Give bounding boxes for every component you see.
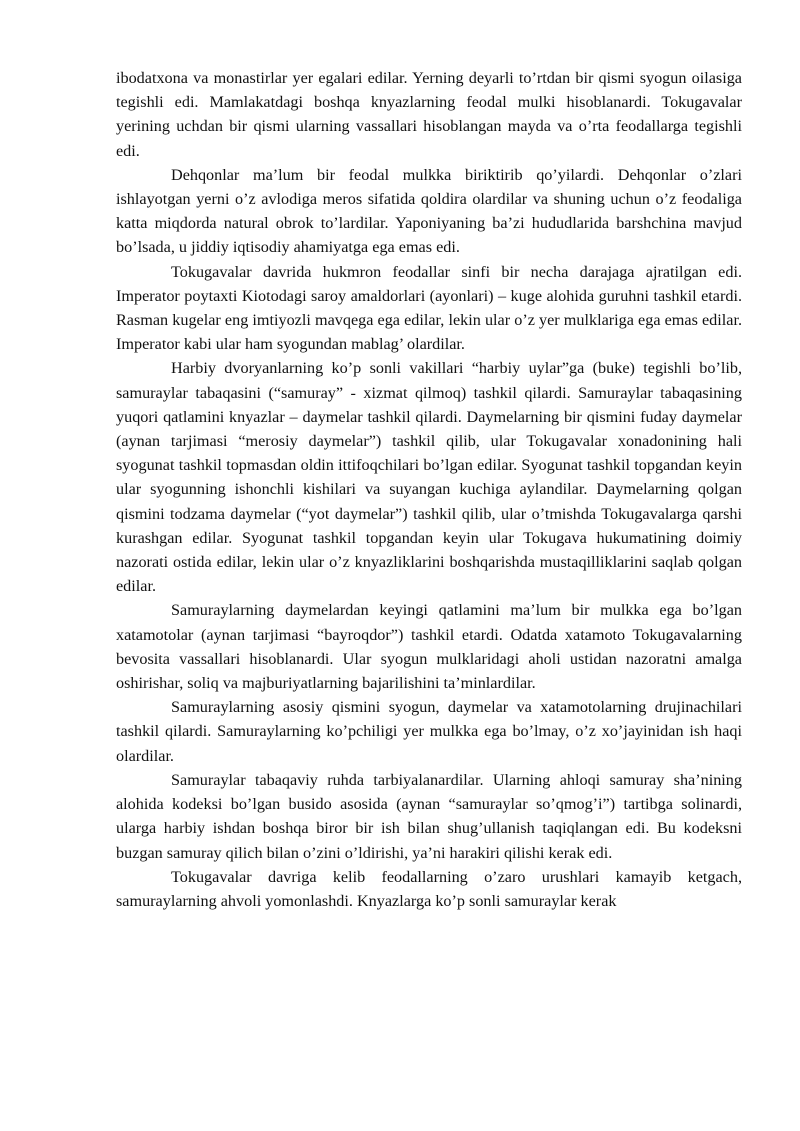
paragraph-6: Samuraylarning asosiy qismini syogun, daymelar va xatamotolarning drujinachilari tashkil qilardi. Samuraylarning ko’pchiligi yer mulkka ega bo’lmay, o’z xo’jayinidan ish haqi olardilar.	[116, 698, 742, 765]
paragraph-3: Tokugavalar davrida hukmron feodallar sinfi bir necha darajaga ajratilgan edi. Imperator poytaxti Kiotodagi saroy amaldorlari (ayonlari) – kuge alohida guruhni tashkil etardi. Rasman kugelar eng imtiyozli mavqega ega edilar, lekin ular o’z yer mulklariga ega emas edilar. Imperator kabi ular ham syogundan mablag’ olardilar.	[116, 262, 742, 354]
paragraph-2: Dehqonlar ma’lum bir feodal mulkka biriktirib qo’yilardi. Dehqonlar o’zlari ishlayotgan yerni o’z avlodiga meros sifatida qoldira olardilar va shuning uchun o’z feodaliga katta miqdorda natural obrok to’lardilar. Yaponiyaning ba’zi hududlarida barshchina mavjud bo’lsada, u jiddiy iqtisodiy ahamiyatga ega emas edi.	[116, 165, 742, 257]
paragraph-4: Harbiy dvoryanlarning ko’p sonli vakillari “harbiy uylar”ga (buke) tegishli bo’lib, samuraylar tabaqasini (“samuray” - xizmat qilmoq) tashkil qilardi. Samuraylar tabaqasining yuqori qatlamini knyazlar – daymelar tashkil qilardi. Daymelarning bir qismini fuday daymelar (aynan tarjimasi “merosiy daymelar”) tashkil qilib, ular Tokugavalar xonadonining hali syogunat tashkil topmasdan oldin ittifoqchilari bo’lgan edilar. Syogunat tashkil topgandan keyin ular syogunning ishonchli kishilari va suyangan kuchiga aylandilar. Daymelarning qolgan qismini todzama daymelar (“yot daymelar”) tashkil qilib, ular o’tmishda Tokugavalarga qarshi kurashgan edilar. Syogunat tashkil topgandan keyin ular Tokugava hukumatining doimiy nazorati ostida edilar, lekin ular o’z knyazliklarini boshqarishda mustaqilliklarini saqlab qolgan edilar.	[116, 359, 742, 596]
paragraph-7: Samuraylar tabaqaviy ruhda tarbiyalanardilar. Ularning ahloqi samuray sha’nining alohida kodeksi bo’lgan busido asosida (aynan “samuraylar so’qmog’i”) tartibga solinardi, ularga harbiy ishdan boshqa biror bir ish bilan shug’ullanish taqiqlangan edi. Bu kodeksni buzgan samuray qilich bilan o’zini o’ldirishi, ya’ni harakiri qilishi kerak edi.	[116, 770, 742, 862]
document-page	[116, 66, 742, 913]
paragraph-1: ibodatxona va monastirlar yer egalari edilar. Yerning deyarli to’rtdan bir qismi syogun oilasiga tegishli edi. Mamlakatdagi boshqa knyazlarning feodal mulki hisoblanardi. Tokugavalar yerining uchdan bir qismi ularning vassallari hisoblangan mayda va o’rta feodallarga tegishli edi.	[116, 69, 742, 160]
paragraph-8: Tokugavalar davriga kelib feodallarning o’zaro urushlari kamayib ketgach, samuraylarning ahvoli yomonlashdi. Knyazlarga ko’p sonli samuraylar kerak	[116, 867, 742, 910]
paragraph-5: Samuraylarning daymelardan keyingi qatlamini ma’lum bir mulkka ega bo’lgan xatamotolar (aynan tarjimasi “bayroqdor”) tashkil etardi. Odatda xatamoto Tokugavalarning bevosita vassallari hisoblanardi. Ular syogun mulklaridagi aholi ustidan nazoratni amalga oshirishar, soliq va majburiyatlarning bajarilishini ta’minlardilar.	[116, 601, 742, 693]
